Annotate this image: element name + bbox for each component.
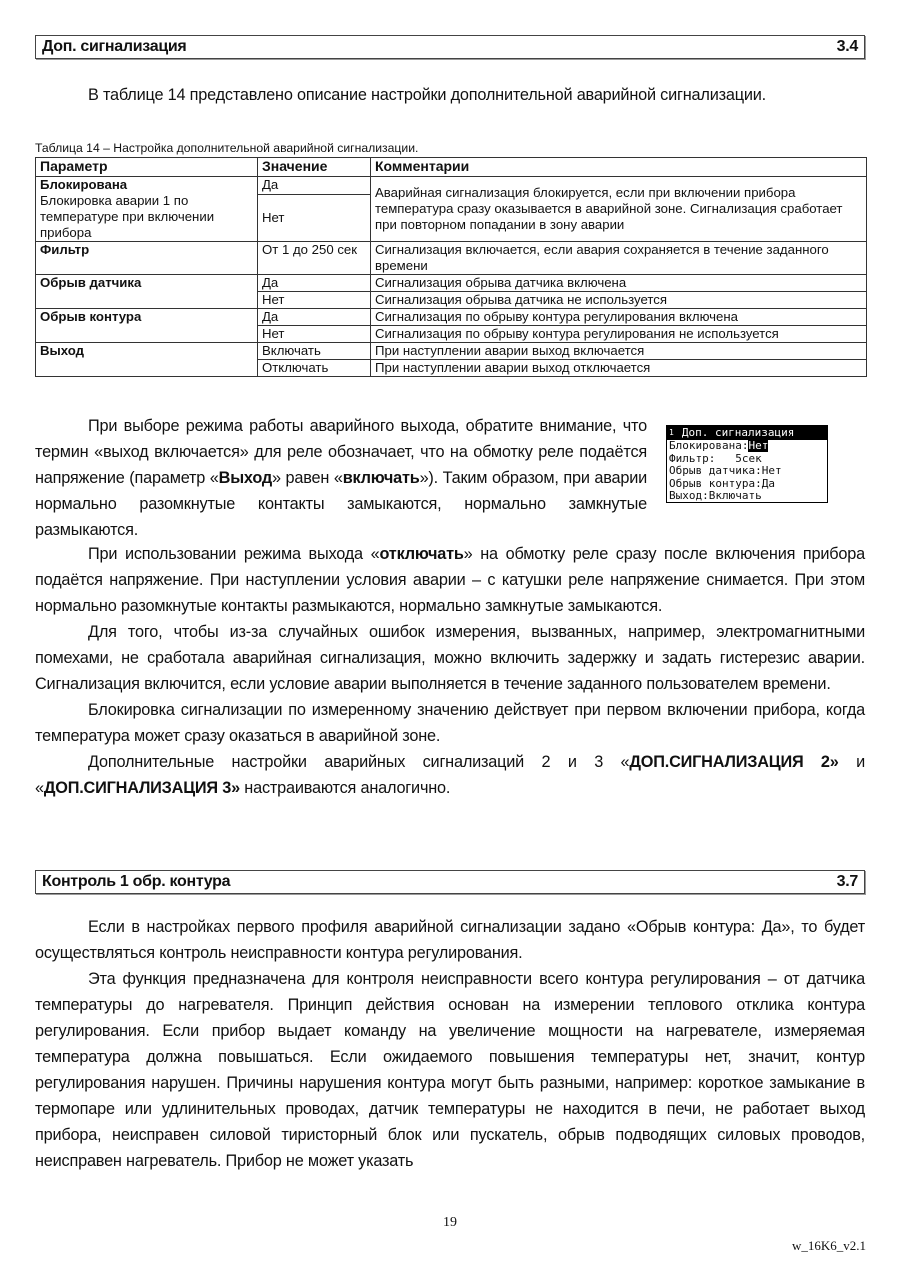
- paragraph-text: [35, 413, 647, 543]
- document-id: w_16K6_v2.1: [791, 1238, 866, 1253]
- table-caption: Таблица 14 – Настройка дополнительной аварийной сигнализации.: [35, 141, 419, 155]
- comment-cell: Сигнализация обрыва датчика включена: [371, 275, 867, 292]
- filter-paragraph: Для того, чтобы из-за случайных ошибок измерения, вызванных, например, электромагнитными помехами, не сработала аварийная сигнализация, можно включить задержку и задать гистерезис аварии. Сигнализация включится, если условие аварии выполняется в течение заданного пользователем времени.: [35, 623, 865, 693]
- block-paragraph: Блокировка сигнализации по измеренному значению действует при первом включении прибора, когда температура может сразу оказаться в аварийной зоне.: [35, 701, 865, 745]
- table-row: [36, 309, 867, 326]
- value-cell: Да: [258, 177, 371, 195]
- extra-alarms-paragraph: [35, 749, 865, 801]
- bold-text: Выход: [218, 469, 273, 487]
- loop-control-text: [35, 914, 865, 1174]
- text-run: »). Таким образом, при аварии нормально разомкнутые контакты замыкаются, нормально замкнутые размыкаются.: [35, 469, 648, 539]
- bold-text: включать: [342, 469, 420, 487]
- header-comment: Комментарии: [371, 158, 867, 177]
- text-run: При выборе режима работы аварийного выхода, обратите внимание, что термин «выход включается» для реле обозначает, что на обмотку реле подаётся напряжение (параметр «: [35, 417, 647, 487]
- table-row: [36, 242, 867, 275]
- table-header-row: [36, 158, 867, 177]
- lcd-screen-illustration: [666, 425, 828, 503]
- output-mode-paragraph-1: [35, 413, 647, 543]
- lcd-value-highlighted: Нет: [748, 439, 769, 452]
- param-name: Фильтр: [36, 242, 258, 275]
- header-value: Значение: [258, 158, 371, 177]
- lcd-value: Да: [761, 476, 775, 490]
- lcd-label: Обрыв датчика:: [669, 464, 762, 477]
- section-title: Контроль 1 обр. контура: [42, 873, 231, 890]
- lcd-label: Фильтр:: [669, 451, 736, 465]
- param-description: Блокировка аварии 1 по температуре при включении прибора: [40, 193, 215, 240]
- bold-text: ДОП.СИГНАЛИЗАЦИЯ 2»: [629, 753, 839, 771]
- comment-cell: Сигнализация обрыва датчика не используется: [371, 292, 867, 309]
- page-number: 19: [443, 1215, 457, 1230]
- value-cell: Да: [258, 309, 371, 326]
- table-row: [36, 275, 867, 292]
- param-name: Блокирована: [40, 177, 128, 192]
- value-cell: От 1 до 250 сек: [258, 242, 371, 275]
- value-cell: Нет: [258, 195, 371, 242]
- section-title: Доп. сигнализация: [42, 38, 187, 55]
- section-header-alarm: [35, 35, 865, 59]
- table-row: [36, 177, 867, 195]
- comment-cell: Сигнализация по обрыву контура регулирования включена: [371, 309, 867, 326]
- lcd-value: 5сек: [735, 451, 762, 465]
- lcd-value: Нет: [761, 464, 782, 477]
- comment-cell: При наступлении аварии выход отключается: [371, 360, 867, 377]
- param-name: Выход: [36, 343, 258, 377]
- text-run: » на обмотку реле сразу после включения прибора подаётся напряжение. При наступлении условия аварии – с катушки реле напряжение снимается. При этом нормально разомкнутые контакты размыкаются, нормально замкнутые замыкаются.: [35, 545, 865, 615]
- text-run: настраиваются аналогично.: [239, 779, 451, 797]
- comment-cell: Сигнализация включается, если авария сохраняется в течение заданного времени: [371, 242, 867, 275]
- lcd-label: Блокирована:: [669, 439, 749, 452]
- paragraph-text: [35, 541, 865, 619]
- text-run: » равен «: [272, 469, 343, 487]
- param-cell: [36, 177, 258, 242]
- value-cell: Да: [258, 275, 371, 292]
- bold-text: отключать: [379, 545, 464, 563]
- header-param: Параметр: [36, 158, 258, 177]
- section-number: 3.4: [836, 38, 858, 55]
- lcd-title-bar: [667, 426, 827, 440]
- value-cell: Отключать: [258, 360, 371, 377]
- value-cell: Включать: [258, 343, 371, 360]
- lcd-index: 1: [669, 428, 674, 437]
- comment-cell: Сигнализация по обрыву контура регулирования не используется: [371, 326, 867, 343]
- loop-control-paragraph-2: Эта функция предназначена для контроля неисправности всего контура регулирования – от датчика температуры до нагревателя. Принцип действия основан на измерении теплового отклика контура регулирования. Если прибор выдает команду на увеличение мощности на нагревателе, измеряемая температура должна повышаться. Если ожидаемого повышения температуры нет, значит, контур регулирования нарушен. Причины нарушения контура могут быть разными, например: короткое замыкание в термопаре или удлинительных проводах, датчик температуры не находится в печи, не работает выход прибора, неисправен силовой тиристорный блок или пускатель, обрыв подводящих силовых проводов, неисправен нагреватель. Прибор не может указать: [35, 970, 865, 1170]
- value-cell: Нет: [258, 292, 371, 309]
- param-name: Обрыв контура: [36, 309, 258, 343]
- section-header-loop-control: [35, 870, 865, 894]
- lcd-label: Выход:: [669, 489, 709, 502]
- value-cell: Нет: [258, 326, 371, 343]
- param-name: Обрыв датчика: [36, 275, 258, 309]
- lcd-line-output: [667, 490, 827, 503]
- intro-text: В таблице 14 представлено описание настройки дополнительной аварийной сигнализации.: [88, 86, 766, 104]
- table-row: [36, 343, 867, 360]
- loop-control-paragraph-1: Если в настройках первого профиля аварийной сигнализации задано «Обрыв контура: Да», то будет осуществляться контроль неисправности контура регулирования.: [35, 918, 865, 962]
- text-run: При использовании режима выхода «: [88, 545, 380, 563]
- lcd-title: Доп. сигнализация: [681, 426, 795, 439]
- output-mode-paragraph-2: [35, 541, 865, 801]
- bold-text: ДОП.СИГНАЛИЗАЦИЯ 3»: [43, 779, 240, 797]
- text-run: Дополнительные настройки аварийных сигнализаций 2 и 3 «: [88, 753, 630, 771]
- alarm-settings-table: [35, 157, 867, 377]
- comment-cell: Аварийная сигнализация блокируется, если при включении прибора температура сразу оказывается в аварийной зоне. Сигнализация сработает при повторном попадании в зону аварии: [371, 177, 867, 242]
- lcd-label: Обрыв контура:: [669, 476, 762, 490]
- text-run: и «: [35, 753, 866, 797]
- lcd-value: Включать: [708, 489, 762, 502]
- comment-cell: При наступлении аварии выход включается: [371, 343, 867, 360]
- section-number: 3.7: [836, 873, 858, 890]
- intro-paragraph: [35, 82, 865, 108]
